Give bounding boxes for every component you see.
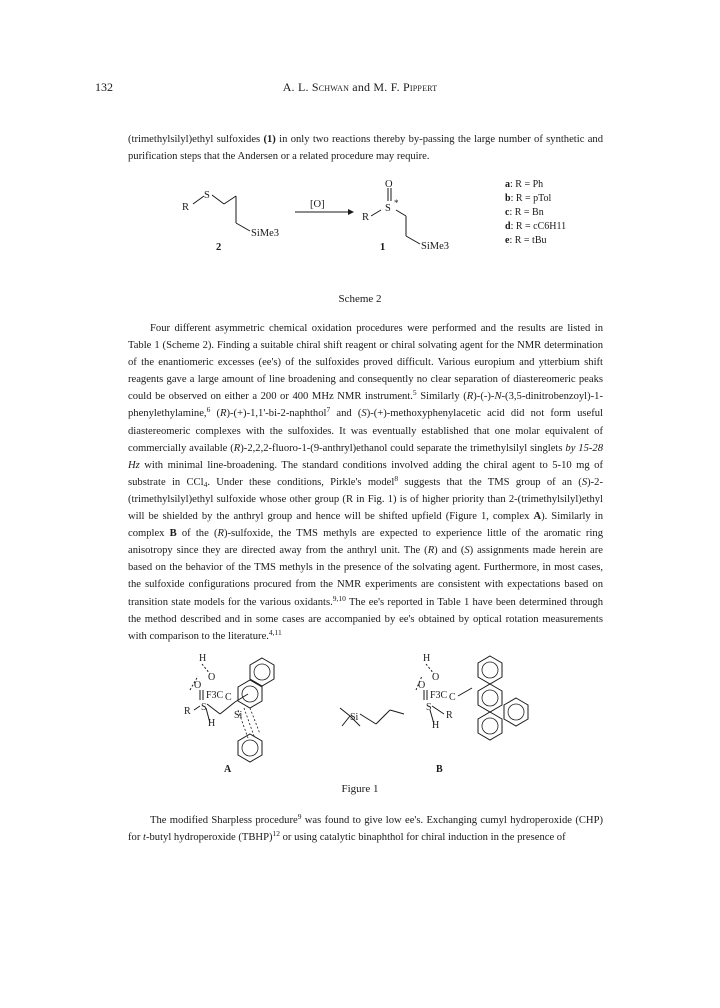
figure-1-diagram <box>184 648 560 778</box>
scheme-start-sime3: SiMe3 <box>251 228 280 239</box>
compound-1-ref: (1) <box>263 134 276 145</box>
complex-a-s: S <box>201 702 207 713</box>
complex-b-label: B <box>436 764 443 775</box>
complex-a-c: C <box>225 692 232 703</box>
complex-b-h2: H <box>432 720 440 731</box>
complex-b-r: R <box>446 710 453 721</box>
substituent-d: d: R = cC6H11 <box>505 221 567 232</box>
scheme-start-s: S <box>204 190 210 201</box>
complex-a-h2: H <box>208 718 216 729</box>
scheme-start-r: R <box>182 202 190 213</box>
complex-a-si: Si <box>234 710 243 721</box>
scheme-product-s: S <box>385 203 391 214</box>
complex-a-h: H <box>199 653 207 664</box>
complex-b-f3c: F3C <box>430 690 448 701</box>
reagent-label: [O] <box>310 199 325 210</box>
complex-a-o2: O <box>194 680 202 691</box>
scheme-2-caption: Scheme 2 <box>338 293 382 305</box>
author-schwan: Schwan <box>311 80 350 94</box>
figure-1-caption: Figure 1 <box>341 783 379 795</box>
scheme-product-stereo-star: * <box>394 198 399 208</box>
complex-b-h: H <box>423 653 431 664</box>
complex-b-s: S <box>426 702 432 713</box>
body-paragraph-2: Four different asymmetric chemical oxidation procedures were performed and the results are listed in Table 1 (Scheme 2). Finding a suitable chiral shift reagent or chiral solvating agent for the NMR determination of the enantiomeric excesses (ee's) of the sulfoxides proved difficult. Various europium and ytterbium shift reagents gave a large amount of line broadening and consequently no clear separation of diastereomeric peaks could be observed on either a 200 or 400 MHz NMR instrument.$^5$ Similarly (R)-(-)-N-(3,5-dinitrobenzoyl)-1-phenylethylamine,$^6$ (R)-(+)-1,1'-bi-2-naphthol$^7$ and (S)-(+)-methoxyphenylacetic acid did not form useful diastereomeric complexes with the sulfoxides. It was eventually established that one molar equivalent of commercially available (R)-2,2,2-fluoro-1-(9-anthryl)ethanol could separate the trimethylsilyl singlets by 15-28 Hz with minimal line-broadening. The standard conditions involved adding the chiral agent to 5-10 mg of substrate in CCl$_4$. Under these conditions, Pirkle's model$^8$ suggests that the TMS group of an (S)-2-(trimethylsilyl)ethyl sulfoxide whose other group (R in Fig. 1) is of higher priority than 2-(trimethylsilyl)ethyl will be shielded by the anthryl group and hence will be shifted upfield (Figure 1, complex A). Similarly in complex B of the (R)-sulfoxide, the TMS methyls are expected to experience little of the aromatic ring anisotropy since they are directed away from the anthryl unit. The (R) and (S) assignments made herein are based on the behavior of the TMS methyls in the presence of the solvating agent. Furthermore, in most cases, the sulfoxide configurations procured from the NMR experiments are consistent with expectations based on transition state models for the various oxidants.$^{9,10}$ The ee's reported in Table 1 have been determined through the method described and in some cases are accompanied by ee's obtained by optical rotation measurements with comparison to the literature.$^{4,11}$ <box>128 323 604 642</box>
body-paragraph-3: The modified Sharpless procedure$^9$ was found to give low ee's. Exchanging cumyl hydroperoxide (CHP) for t-butyl hydroperoxide (TBHP)$^{12}$ or using catalytic binaphthol for chiral induction in the presence of <box>128 812 603 844</box>
substituent-e: e: R = tBu <box>505 235 547 246</box>
intro-paragraph: (trimethylsilyl)ethyl sulfoxides (1) in only two reactions thereby by-passing the large number of synthetic and purification steps that the Andersen or a related procedure may require. <box>128 134 603 163</box>
author-pippert: Pippert <box>403 80 438 94</box>
substituent-b: b: R = pTol <box>505 193 552 204</box>
scheme-product-sime3: SiMe3 <box>421 241 450 252</box>
compound-1-label: 1 <box>380 242 386 253</box>
running-header-and: and M. F. <box>349 80 404 94</box>
scheme-product-r: R <box>362 212 370 223</box>
scheme-product-o: O <box>385 179 393 190</box>
running-header-initials: A. L. <box>282 80 312 94</box>
substituent-a: a: R = Ph <box>505 179 544 190</box>
complex-b-si: Si <box>350 712 359 723</box>
complex-b-c: C <box>449 692 456 703</box>
complex-a-f3c: F3C <box>206 690 224 701</box>
substituent-c: c: R = Bn <box>505 207 544 218</box>
complex-a-o1: O <box>208 672 216 683</box>
scheme-2-diagram <box>180 178 600 268</box>
running-header <box>0 80 720 95</box>
complex-b-o1: O <box>432 672 440 683</box>
complex-a-r: R <box>184 706 191 717</box>
complex-b-o2: O <box>418 680 426 691</box>
complex-a-label: A <box>224 764 232 775</box>
page-number: 132 <box>95 80 113 94</box>
compound-2-label: 2 <box>216 242 222 253</box>
